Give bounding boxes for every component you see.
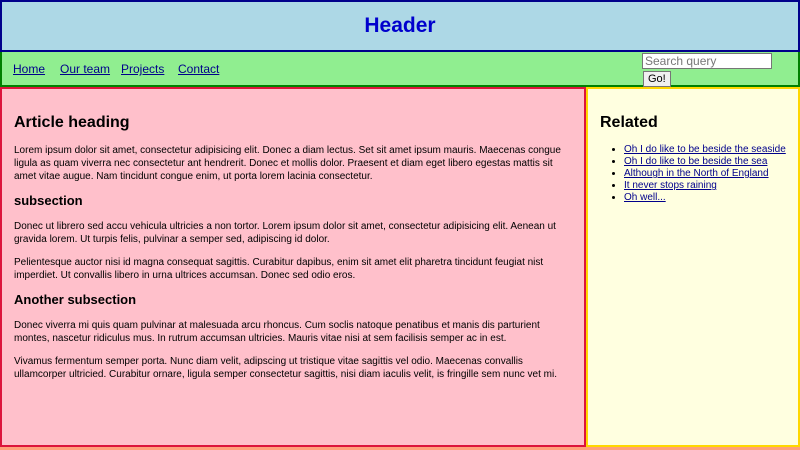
nav-link-home[interactable]: Home xyxy=(13,62,46,76)
article-paragraph: Pelientesque auctor nisi id magna consequat sagittis. Curabitur dapibus, enim sit amet elit pharetra tincidunt feugiat nist imperdiet. Ut convallis libero in urna ultrices accumsan. Donec sed odio eros. xyxy=(14,257,544,281)
related-item xyxy=(624,192,786,204)
related-item xyxy=(624,144,786,156)
nav-item-projects xyxy=(121,62,164,76)
related-link[interactable]: It never stops raining xyxy=(624,180,717,191)
nav-item-contact xyxy=(178,62,219,76)
nav-link-contact[interactable]: Contact xyxy=(178,62,220,76)
nav-item-home xyxy=(13,62,45,76)
article-heading: Article heading xyxy=(14,114,130,131)
related-link[interactable]: Oh I do like to be beside the seaside xyxy=(624,144,786,155)
nav-item-our-team xyxy=(60,62,110,76)
article-paragraph: Donec ut librero sed accu vehicula ultricies a non tortor. Lorem ipsum dolor sit amet, consectetur adipisicing elit. Aenean ut gravida lorem. Ut turpis felis, pulvinar a semper sed, adipiscing id dolor. xyxy=(14,221,556,245)
search-input[interactable] xyxy=(642,53,772,69)
search-form xyxy=(642,53,798,89)
main-nav xyxy=(0,52,800,87)
page-header xyxy=(0,0,800,52)
related-item xyxy=(624,156,786,168)
article xyxy=(0,87,586,447)
related-item xyxy=(624,168,786,180)
related-sidebar xyxy=(586,87,800,447)
related-item xyxy=(624,180,786,192)
nav-link-our-team[interactable]: Our team xyxy=(60,62,111,76)
subsection-heading: subsection xyxy=(14,193,83,208)
related-list xyxy=(600,144,786,204)
nav-link-projects[interactable]: Projects xyxy=(121,62,165,76)
related-link[interactable]: Oh I do like to be beside the sea xyxy=(624,156,768,167)
article-paragraph: Lorem ipsum dolor sit amet, consectetur adipisicing elit. Donec a diam lectus. Set sit amet ipsum mauris. Maecenas congue ligula as quam viverra nec consectetur ant hendrerit. Donec et mollis dolor. Praesent et diam eget libero egestas mattis sit amet vitae augue. Nam tincidunt congue enim, ut porta lorem lacinia consectetur. xyxy=(14,145,561,182)
related-link[interactable]: Although in the North of England xyxy=(624,168,769,179)
article-paragraph: Donec viverra mi quis quam pulvinar at malesuada arcu rhoncus. Cum soclis natoque penatibus et manis dis parturient montes, nascetur ridiculus mus. In rutrum accumsan ultricies. Mauris vitae nisi at sem facilisis semper ac in est. xyxy=(14,320,540,344)
related-heading: Related xyxy=(600,114,658,131)
related-link[interactable]: Oh well... xyxy=(624,192,666,203)
search-go-button[interactable]: Go! xyxy=(643,71,671,87)
article-paragraph: Vivamus fermentum semper porta. Nunc diam velit, adipscing ut tristique vitae sagittis vel odio. Maecenas convallis ullamcorper ultricied. Curabitur ornare, ligula semper consectetur sagittis, nisi diam iaculis velit, is fringille sem nunc vet mi. xyxy=(14,356,557,380)
header-title: Header xyxy=(364,14,436,37)
another-subsection-heading: Another subsection xyxy=(14,292,137,307)
